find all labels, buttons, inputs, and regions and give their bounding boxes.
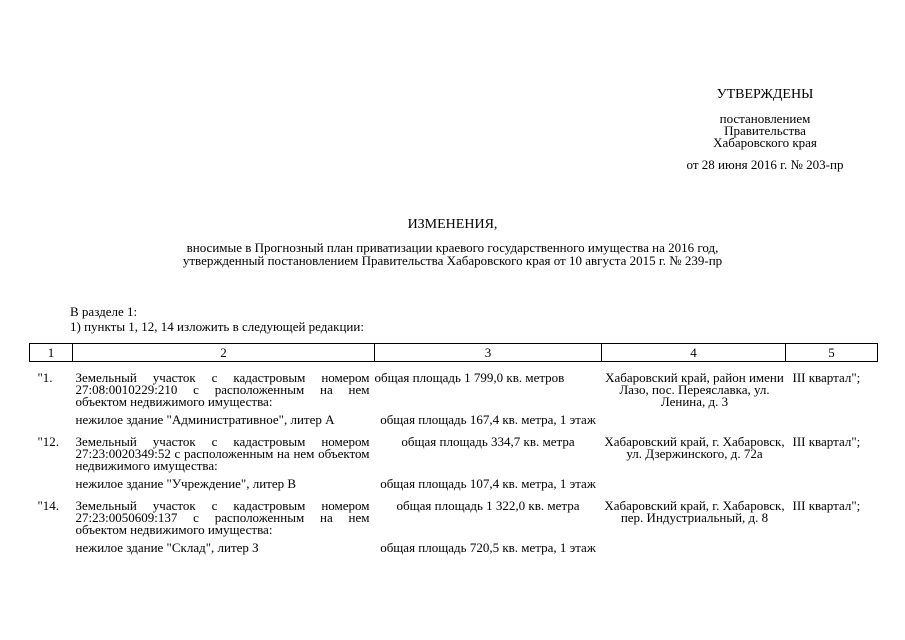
table-header-cell: 4 xyxy=(602,344,786,362)
intro-section: В разделе 1: xyxy=(70,304,138,319)
table-subrow xyxy=(30,408,878,428)
item-number: "14. xyxy=(37,498,60,513)
table-row xyxy=(30,492,878,536)
approval-line-3: Хабаровского края xyxy=(713,135,817,150)
document-heading xyxy=(30,218,875,267)
privatization-table xyxy=(29,343,878,556)
item-address: Хабаровский край, г. Хабаровск, пер. Индустриальный, д. 8 xyxy=(604,498,785,525)
table-header-row xyxy=(30,344,878,362)
table-row xyxy=(30,362,878,409)
table-row xyxy=(30,428,878,472)
building-area: общая площадь 720,5 кв. метра, 1 этаж xyxy=(380,540,596,555)
document-title: ИЗМЕНЕНИЯ, xyxy=(407,217,498,232)
intro-text xyxy=(70,304,364,334)
item-address: Хабаровский край, район имени Лазо, пос. Переяславка, ул. Ленина, д. 3 xyxy=(605,370,784,409)
document-subtitle-line-2: утвержденный постановлением Правительства Хабаровского края от 10 августа 2015 г. № 239-пр xyxy=(182,253,723,268)
building-area: общая площадь 167,4 кв. метра, 1 этаж xyxy=(380,412,596,427)
table-header-cell: 1 xyxy=(30,344,73,362)
approval-date: от 28 июня 2016 г. № 203-пр xyxy=(686,157,844,172)
approval-title: УТВЕРЖДЕНЫ xyxy=(716,87,814,102)
item-period: III квартал"; xyxy=(792,434,861,449)
item-address: Хабаровский край, г. Хабаровск, ул. Дзержинского, д. 72а xyxy=(604,434,785,461)
table-subrow xyxy=(30,536,878,556)
building-area: общая площадь 107,4 кв. метра, 1 этаж xyxy=(380,476,596,491)
item-period: III квартал"; xyxy=(792,498,861,513)
approval-stamp xyxy=(600,88,905,171)
table-header-cell: 3 xyxy=(375,344,602,362)
table-header-cell: 2 xyxy=(73,344,375,362)
document-subtitle-line-1: вносимые в Прогнозный план приватизации краевого государственного имущества на 2016 год, xyxy=(186,240,719,255)
item-description: Земельный участок с кадастровым номером 27:23:0050609:137 с расположенным на нем объектом недвижимого имущества: xyxy=(75,498,370,537)
item-area: общая площадь 334,7 кв. метра xyxy=(401,434,575,449)
approval-line-2: Правительства xyxy=(724,123,806,138)
building-description: нежилое здание "Учреждение", литер В xyxy=(75,476,297,491)
table-header-cell: 5 xyxy=(786,344,878,362)
building-description: нежилое здание "Склад", литер З xyxy=(75,540,259,555)
item-description: Земельный участок с кадастровым номером 27:23:0020349:52 с расположенным на нем объектом недвижимого имущества: xyxy=(75,434,370,473)
item-area: общая площадь 1 799,0 кв. метров xyxy=(374,370,565,385)
intro-instruction: 1) пункты 1, 12, 14 изложить в следующей редакции: xyxy=(70,319,364,334)
item-number: "1. xyxy=(37,370,53,385)
item-number: "12. xyxy=(37,434,60,449)
item-description: Земельный участок с кадастровым номером 27:08:0010229:210 с расположенным на нем объектом недвижимого имущества: xyxy=(75,370,370,409)
item-period: III квартал"; xyxy=(792,370,861,385)
approval-line-1: постановлением xyxy=(719,111,811,126)
table-subrow xyxy=(30,472,878,492)
building-description: нежилое здание "Административное", литер А xyxy=(75,412,335,427)
item-area: общая площадь 1 322,0 кв. метра xyxy=(396,498,580,513)
